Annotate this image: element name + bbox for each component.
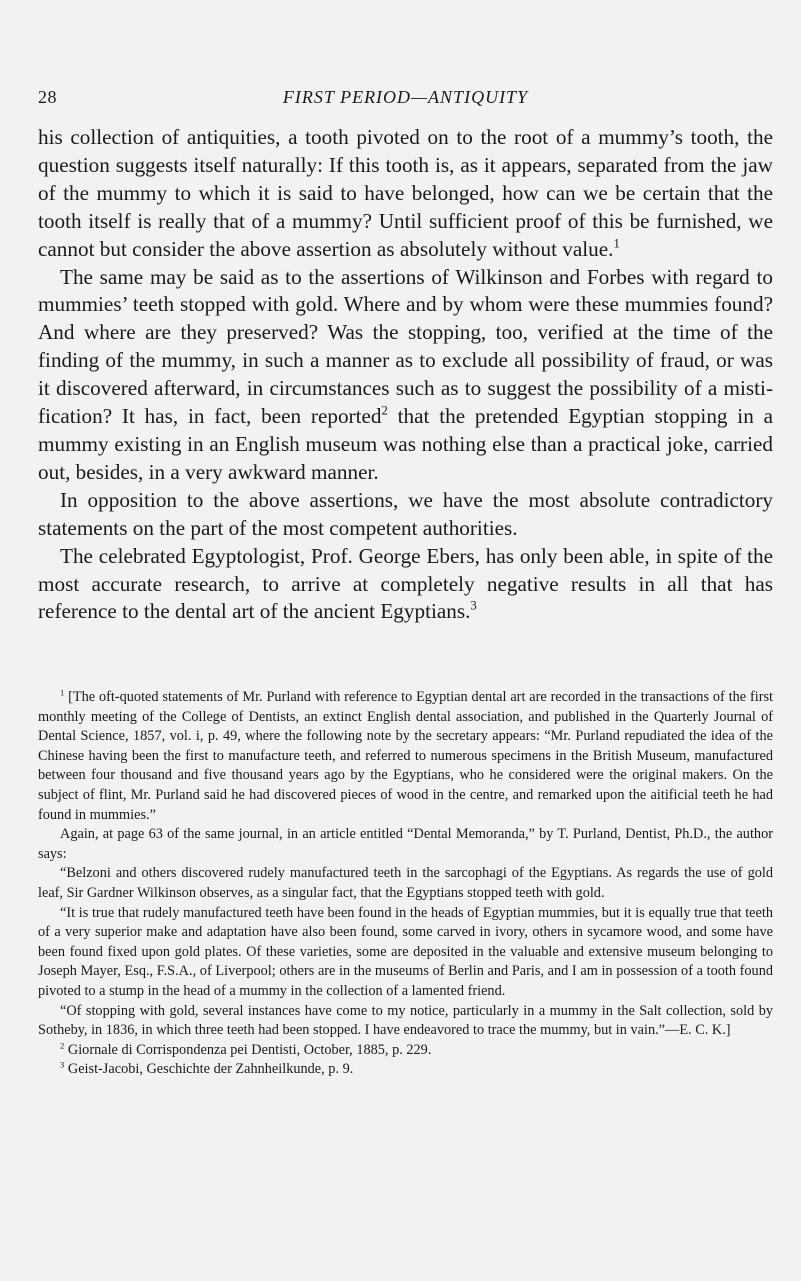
footnote-1-para-4: “It is true that rudely manufactured teeth have been found in the heads of Egyptian mummies, but it is equally true that teeth of a very superior make and adaptation have also been found, some carved in ivory, others in sycamore wood, and some have been found fixed upon gold plates. Of these varieties, some are deposited in the valuable and extensive museum belonging to Joseph Mayer, Esq., F.S.A., of Liverpool; others are in the museums of Berlin and Paris, and I am in possession of a tooth found pivoted to a stump in the head of a mummy in the collection of a lamented friend. xyxy=(38,904,773,999)
footnote-3 xyxy=(38,1060,773,1080)
paragraph-3: In opposition to the above assertions, we have the most absolute contradictory statements on the part of the most competent authorities. xyxy=(38,487,773,540)
footnote-1-marker: 1 xyxy=(60,687,65,698)
running-head xyxy=(38,87,773,111)
main-text xyxy=(38,124,773,626)
paragraph-1 xyxy=(38,124,773,264)
footnote-2 xyxy=(38,1041,773,1061)
footnote-1-para-2: Again, at page 63 of the same journal, in an article entitled “Dental Memoranda,” by T. Purland, Dentist, Ph.D., the author says: xyxy=(38,826,773,862)
footnote-3-marker: 3 xyxy=(60,1059,65,1070)
footnote-2-marker: 2 xyxy=(60,1040,65,1051)
paragraph-4 xyxy=(38,543,773,627)
footnote-2-text: Giornale di Corrispondenza pei Dentisti, October, 1885, p. 229. xyxy=(64,1041,432,1058)
footnote-1-para-5: “Of stopping with gold, several instances have come to my notice, particularly in a mummy in the Salt collection, sold by Sotheby, in 1836, in which three teeth had been stopped. I have endeavored to trace the mummy, but in vain.”—E. C. K.] xyxy=(38,1002,773,1039)
paragraph-2-text-b: that the pretended Egyptian stopping in a mummy existing in an English museum was nothing else than a practical joke, carried out, besides, in a very awkward manner. xyxy=(38,404,773,484)
running-title: FIRST PERIOD—ANTIQUITY xyxy=(282,87,529,107)
footnote-ref-1: 1 xyxy=(613,236,620,251)
paragraph-1-text: his collection of antiquities, a tooth pivoted on to the root of a mummy’s tooth, the question suggests itself naturally: If this tooth is, as it appears, separated from the jaw of the mummy to which it is said to have belonged, how can we be certain that the tooth itself is really that of a mummy? Until sufficient proof of this be furnished, we cannot but consider the above assertion as absolutely without value. xyxy=(38,125,773,261)
footnote-ref-2: 2 xyxy=(381,403,388,418)
paragraph-4-text: The celebrated Egyptologist, Prof. George Ebers, has only been able, in spite of the most accurate research, to arrive at completely negative results in all that has reference to the dental art of the ancient Egyptians. xyxy=(38,543,773,624)
footnote-1-para-3: “Belzoni and others discovered rudely manufactured teeth in the sarcophagi of the Egyptians. As regards the use of gold leaf, Sir Gardner Wilkinson observes, as a singular fact, that the Egyptians stopped teeth with gold. xyxy=(38,865,773,901)
page-number: 28 xyxy=(38,87,57,107)
paragraph-2-text-a: The same may be said as to the assertions of Wilkinson and Forbes with regard to mummies’ teeth stopped with gold. Where and by whom were these mummies found? And where are they preserved? Was the stopping, too, verified at the time of the finding of the mummy, in such a manner as to exclude all possibility of fraud, or was it discovered afterward, in circumstances such as to suggest the possibility of a mistification? It has, in fact, been reported xyxy=(38,264,773,429)
footnote-3-text: Geist-Jacobi, Geschichte der Zahnheilkunde, p. 9. xyxy=(64,1061,354,1078)
paragraph-2 xyxy=(38,264,773,487)
footnotes xyxy=(38,688,773,1080)
footnote-ref-3: 3 xyxy=(470,599,477,614)
footnote-1-text: [The oft-quoted statements of Mr. Purland with reference to Egyptian dental art are recorded in the transactions of the first monthly meeting of the College of Dentists, an extinct English dental association, and published in the Quarterly Journal of Dental Science, 1857, vol. i, p. 49, where the following note by the secretary appears: “Mr. Purland repudiated the idea of the Chinese having been the first to manufacture teeth, and referred to numerous specimens in the British Museum, manufactured between four thousand and five thousand years ago by the Egyptians, who he considered were the original makers. On the subject of flint, Mr. Purland said he had discovered pieces of wood in the centre, and remarked upon the aitificial teeth he had found in mummies.” xyxy=(38,689,773,823)
footnote-1 xyxy=(38,688,773,825)
